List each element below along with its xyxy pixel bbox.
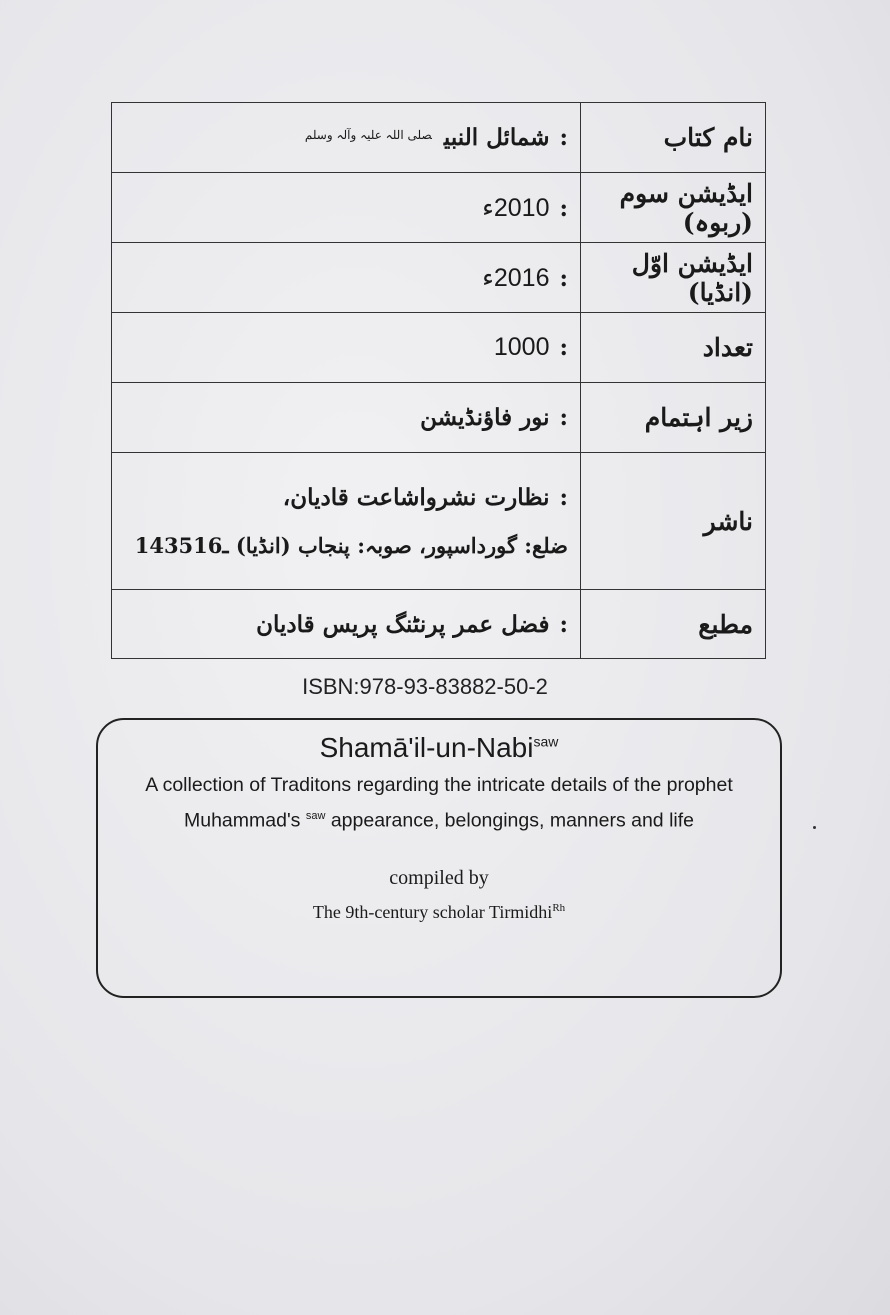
first-edition-value: :2016ء — [112, 243, 581, 313]
printer-label: مطبع — [581, 590, 766, 659]
compiled-by: compiled by — [389, 866, 489, 889]
publisher-label: ناشر — [581, 453, 766, 590]
table-row — [112, 103, 766, 173]
separator: : — [559, 194, 568, 222]
separator: : — [559, 264, 568, 292]
table-row — [112, 383, 766, 453]
book-name-value: :شمائل النبی$^{صلی اللہ علیہ وآلہ وسلم}$ — [112, 103, 581, 173]
separator: : — [559, 124, 568, 151]
supervision-value: :نور فاؤنڈیشن — [112, 383, 581, 453]
separator: : — [559, 404, 568, 431]
supervision-label: زیر اہتمام — [581, 383, 766, 453]
publisher-address: ضلع: گورداسپور، صوبہ: پنجاب (انڈیا) ـ143516 — [134, 533, 568, 558]
book-details-table — [111, 102, 766, 659]
table-row — [112, 453, 766, 590]
printer-value: :فضل عمر پرنٹنگ پریس قادیان — [112, 590, 581, 659]
separator: : — [559, 610, 568, 638]
separator: : — [559, 484, 568, 511]
quantity-label: تعداد — [581, 313, 766, 383]
title-box — [96, 718, 782, 998]
separator: : — [559, 334, 568, 361]
third-edition-label: ایڈیشن سوم (ربوہ) — [581, 173, 766, 243]
table-row — [112, 173, 766, 243]
table-row — [112, 590, 766, 659]
isbn-number: ISBN:978-93-83882-50-2 — [302, 674, 548, 699]
third-edition-value: :2010ء — [112, 173, 581, 243]
honorific-mark: صلی اللہ علیہ وآلہ وسلم — [304, 128, 432, 142]
book-description: A collection of Traditons regarding the intricate details of the prophet Muhammad's $^{saw}$ appearance, belongings, manners and life — [145, 774, 733, 832]
book-title: Shamā'il-un-Nabi$^{saw}$ — [319, 732, 559, 763]
publisher-value: :نظارت نشرواشاعت قادیان، ضلع: گورداسپور، صوبہ: پنجاب (انڈیا) ـ143516 — [112, 453, 581, 590]
table-row — [112, 313, 766, 383]
table-row — [112, 243, 766, 313]
quantity-value: :1000 — [112, 313, 581, 383]
book-name-label: نام کتاب — [581, 103, 766, 173]
first-edition-label: ایڈیشن اوّل (انڈیا) — [581, 243, 766, 313]
scholar-credit: The 9th-century scholar Tirmidhi$^{Rh}$ — [312, 901, 566, 922]
ink-dot — [813, 826, 816, 829]
